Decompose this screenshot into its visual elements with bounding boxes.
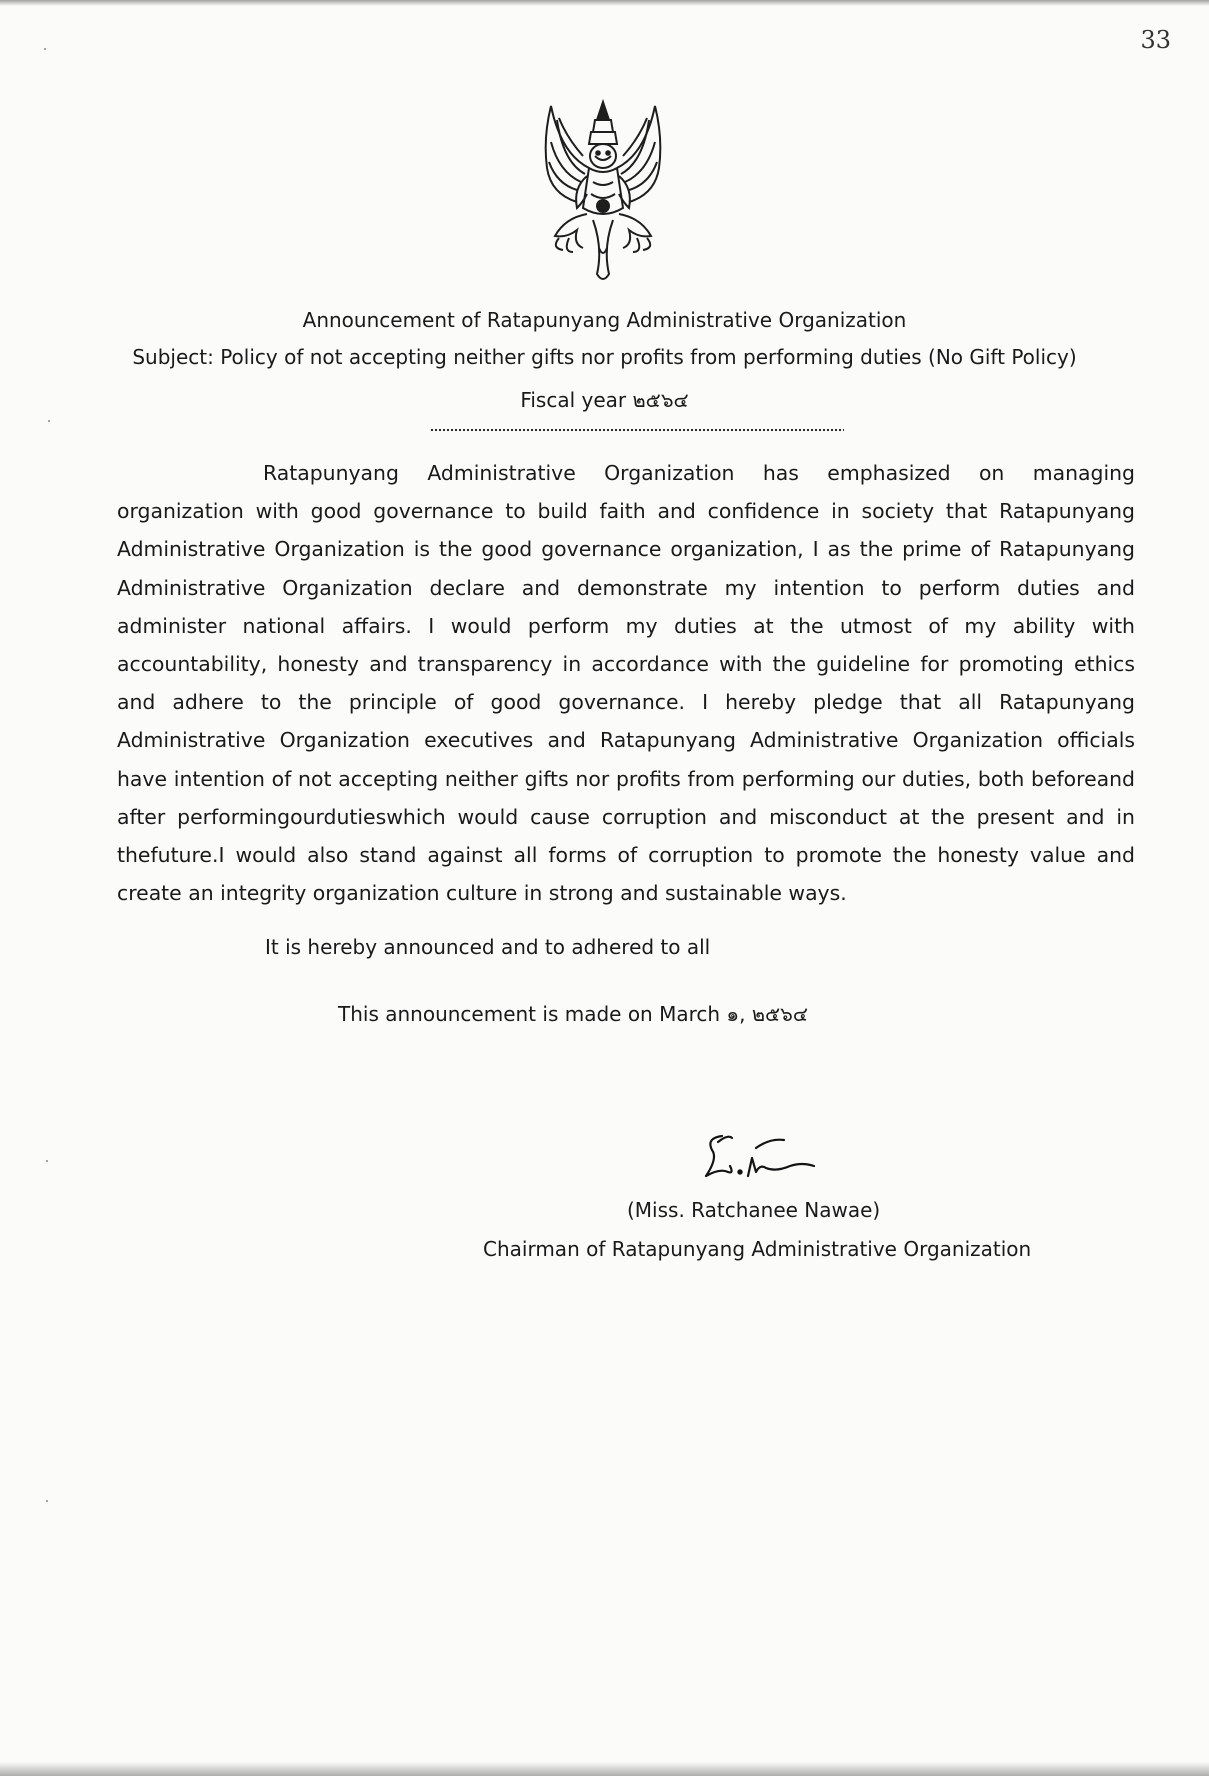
closing-statement: It is hereby announced and to adhered to all xyxy=(265,935,711,959)
garuda-emblem-icon xyxy=(537,98,669,286)
margin-speck xyxy=(48,420,50,422)
signer-name: (Miss. Ratchanee Nawae) xyxy=(627,1198,881,1222)
margin-speck xyxy=(46,1160,48,1162)
margin-speck xyxy=(46,1500,48,1502)
signer-title: Chairman of Ratapunyang Administrative Organization xyxy=(483,1237,1032,1261)
margin-speck xyxy=(44,48,46,50)
announcement-title: Announcement of Ratapunyang Administrative Organization xyxy=(302,308,907,332)
page-number: 33 xyxy=(1140,26,1171,54)
announcement-subject: Subject: Policy of not accepting neither gifts nor profits from performing duties (No Gift Policy) xyxy=(132,345,1077,369)
handwritten-signature-icon xyxy=(698,1128,818,1184)
page-bottom-edge xyxy=(0,1762,1209,1776)
announcement-date: This announcement is made on March ๑, ๒๕๖๔ xyxy=(338,1002,808,1026)
announcement-body: Ratapunyang Administrative Organization has emphasized on managing organization with good governance to build faith and confidence in society that Ratapunyang Administrative Organization is the good governance organization, I as the prime of Ratapunyang Administrative Organization declare and demonstrate my intention to perform duties and administer national affairs. I would perform my duties at the utmost of my ability with accountability, honesty and transparency in accordance with the guideline for promoting ethics and adhere to the principle of good governance. I hereby pledge that all Ratapunyang Administrative Organization executives and Ratapunyang Administrative Organization officials have intention of not accepting neither gifts nor profits from performing our duties, both beforeand after performingourdutieswhich would cause corruption and misconduct at the present and in thefuture.I would also stand against all forms of corruption to promote the honesty value and create an integrity organization culture in strong and sustainable ways. xyxy=(117,461,1135,906)
page-top-edge xyxy=(0,0,1209,6)
dotted-divider xyxy=(430,428,844,432)
fiscal-year: Fiscal year ๒๕๖๔ xyxy=(520,388,689,412)
